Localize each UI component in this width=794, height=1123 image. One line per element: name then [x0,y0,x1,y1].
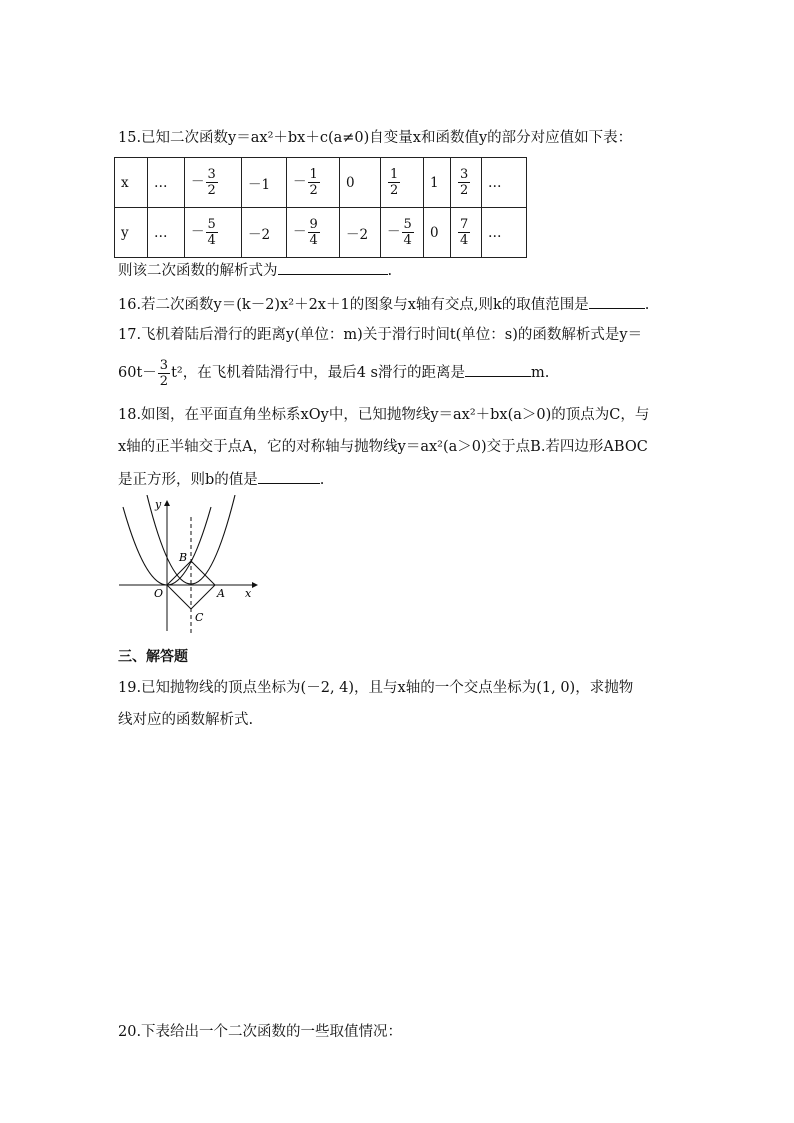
q19-stem-line1: 19.已知抛物线的顶点坐标为(－2, 4)，且与x轴的一个交点坐标为(1, 0)，求抛物 [118,680,634,696]
q15-answer-blank[interactable] [278,260,388,275]
q18-answer-blank[interactable] [258,469,320,484]
y-row-cell-8: $\frac{7}{4}$ [451,208,482,258]
x-row-cell-7: 1 [424,158,451,208]
q16-answer-blank[interactable] [589,294,645,309]
y-row-cell-4: － $\frac{9}{4}$ [287,208,340,258]
label-c: C [195,611,204,624]
y-row-cell-5: －2 [340,208,381,258]
x-row-cell-3: －1 [242,158,287,208]
x-row-cell-5: 0 [340,158,381,208]
x-row-cell-1: … [148,158,185,208]
q17-fraction: $\frac{3}{2}$ [159,357,169,389]
table-row-x [115,158,527,208]
y-row-cell-1: … [148,208,185,258]
y-row-cell-9: … [482,208,527,258]
section-heading: 三、解答题 [118,649,188,665]
x-row-cell-4: － $\frac{1}{2}$ [287,158,340,208]
y-row-cell-7: 0 [424,208,451,258]
label-y: y [155,498,162,511]
q20-stem: 20.下表给出一个二次函数的一些取值情况： [118,1024,403,1040]
label-x: x [245,587,252,600]
q18-stem-line2: x轴的正半轴交于点A，它的对称轴与抛物线y＝ax²(a＞0)交于点B.若四边形ABOC [118,439,648,455]
q17-stem-line2: 60t－ $\frac{3}{2}$ t²，在飞机着陆滑行中，最后4 s滑行的距离是 m. [118,357,550,389]
q17-answer-blank[interactable] [465,362,531,377]
x-row-cell-6: $\frac{1}{2}$ [381,158,424,208]
x-row-cell-9: … [482,158,527,208]
q18-parabola-figure [115,495,265,635]
q18-stem-line3: 是正方形，则b的值是 . [118,469,324,490]
x-row-cell-0: x [115,158,148,208]
label-o: O [154,587,164,600]
y-row-cell-0: y [115,208,148,258]
x-row-cell-2: － $\frac{3}{2}$ [185,158,242,208]
y-row-cell-3: －2 [242,208,287,258]
q16-stem: 16.若二次函数y＝(k－2)x²＋2x＋1的图象与x轴有交点,则k的取值范围是 . [118,294,649,315]
y-row-cell-2: － $\frac{5}{4}$ [185,208,242,258]
y-row-cell-6: － $\frac{5}{4}$ [381,208,424,258]
x-row-cell-8: $\frac{3}{2}$ [451,158,482,208]
q17-stem-line1: 17.飞机着陆后滑行的距离y(单位：m)关于滑行时间t(单位：s)的函数解析式是y＝ [118,327,643,343]
q15-answer-prompt: 则该二次函数的解析式为 [118,263,278,279]
q15-stem: 15.已知二次函数y＝ax²＋bx＋c(a≠0)自变量x和函数值y的部分对应值如下表： [118,130,633,146]
label-a: A [217,587,225,600]
q15-value-table [114,157,527,258]
table-row-y [115,208,527,258]
q15-answer-line: 则该二次函数的解析式为 . [118,260,392,281]
q18-stem-line1: 18.如图，在平面直角坐标系xOy中，已知抛物线y＝ax²＋bx(a＞0)的顶点为C，与 [118,407,650,423]
q19-stem-line2: 线对应的函数解析式. [118,712,254,728]
label-b: B [179,551,188,564]
